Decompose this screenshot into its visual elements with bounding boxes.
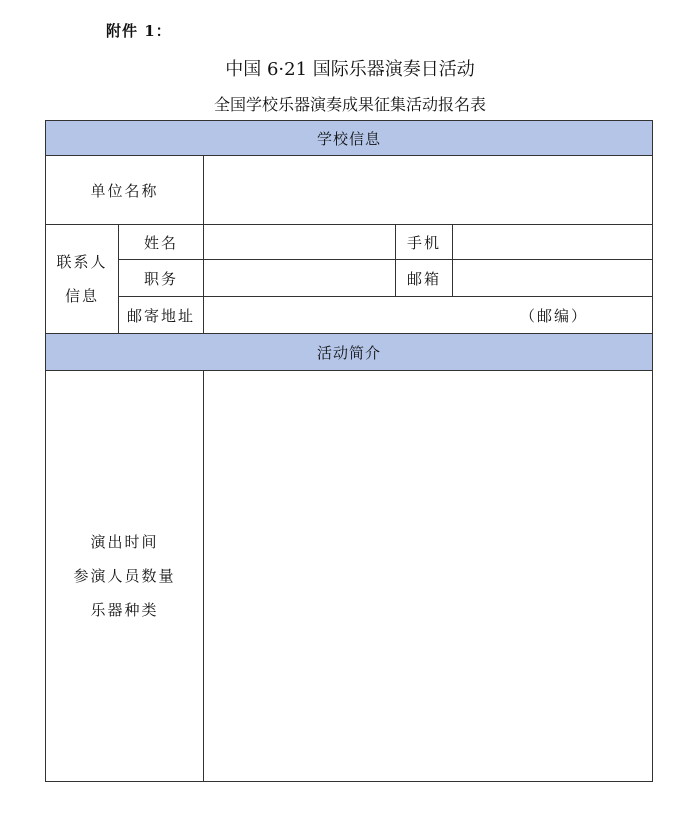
email-field[interactable] xyxy=(453,260,652,296)
email-label: 邮箱 xyxy=(406,269,441,288)
phone-label: 手机 xyxy=(406,233,441,252)
unit-name-field[interactable] xyxy=(204,156,652,224)
address-field[interactable] xyxy=(204,297,504,333)
position-field[interactable] xyxy=(204,260,395,296)
contact-label-line1: 联系人 xyxy=(56,253,108,271)
name-field[interactable] xyxy=(204,225,395,259)
contact-label-line2: 信息 xyxy=(64,287,99,305)
postcode-label: （邮编） xyxy=(519,306,588,325)
instrument-type-label: 乐器种类 xyxy=(90,601,159,619)
performance-time-label: 演出时间 xyxy=(90,533,159,551)
name-label: 姓名 xyxy=(143,233,178,252)
phone-field[interactable] xyxy=(453,225,652,259)
activity-description-field[interactable] xyxy=(204,371,652,781)
activity-labels xyxy=(46,371,203,781)
position-label: 职务 xyxy=(143,269,178,288)
attachment-label: 附件 1： xyxy=(106,22,172,40)
registration-form xyxy=(45,120,653,782)
contact-info-label xyxy=(46,225,118,333)
section-activity-intro: 活动简介 xyxy=(46,334,652,370)
address-label: 邮寄地址 xyxy=(126,306,195,325)
unit-name-label: 单位名称 xyxy=(90,181,159,200)
form-subtitle: 全国学校乐器演奏成果征集活动报名表 xyxy=(213,95,486,114)
page-title: 中国 6·21 国际乐器演奏日活动 xyxy=(225,59,475,80)
participant-count-label: 参演人员数量 xyxy=(73,567,176,585)
section-school-info: 学校信息 xyxy=(46,121,652,155)
